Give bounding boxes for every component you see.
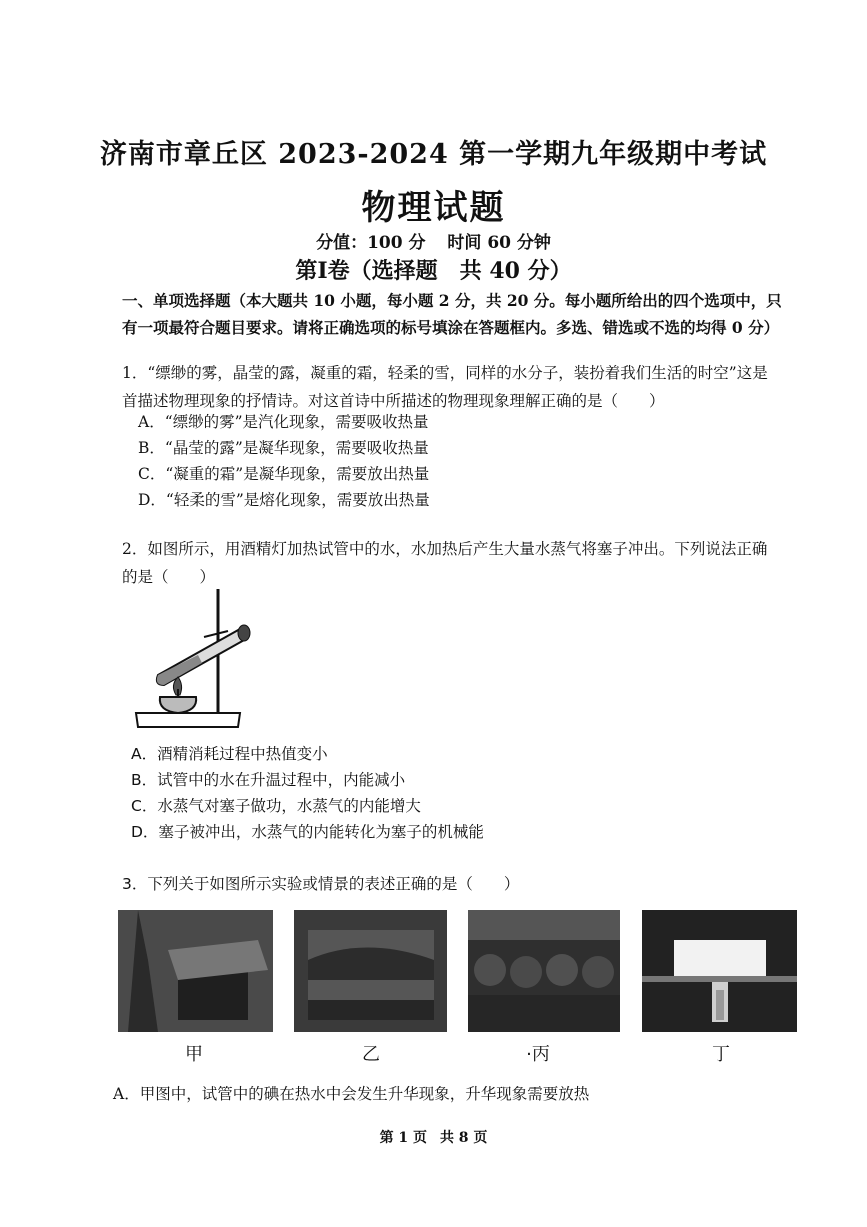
page-total: 共 8 页 bbox=[439, 1130, 488, 1146]
q3-option-a: A．甲图中，试管中的碘在热水中会发生升华现象，升华现象需要放热 bbox=[113, 1085, 590, 1103]
time-info: 时间 60 分钟 bbox=[447, 233, 551, 253]
exam-meta bbox=[0, 228, 867, 253]
q1-option-b: B．“晶莹的露”是凝华现象，需要吸收热量 bbox=[138, 439, 429, 457]
alcohol-lamp-apparatus-figure bbox=[128, 585, 258, 737]
figure-yi-photo bbox=[294, 910, 447, 1032]
figure-jia-photo bbox=[118, 910, 273, 1032]
page-number: 第 1 页 bbox=[379, 1130, 428, 1146]
caption-jia: 甲 bbox=[185, 1044, 203, 1065]
exam-title: 济南市章丘区 2023-2024 第一学期九年级期中考试 bbox=[99, 139, 768, 170]
question-2-stem: 2．如图所示，用酒精灯加热试管中的水，水加热后产生大量水蒸气将塞子冲出。下列说法正确的是（ ） bbox=[122, 540, 768, 586]
score-info: 分值：100 分 bbox=[316, 233, 426, 253]
question-2-options bbox=[131, 741, 484, 845]
q2-option-b: B．试管中的水在升温过程中，内能减小 bbox=[131, 771, 406, 789]
caption-ding: 丁 bbox=[712, 1044, 730, 1065]
q1-option-c: C．“凝重的霜”是凝华现象，需要放出热量 bbox=[138, 465, 430, 483]
volume-heading: 第Ⅰ卷（选择题 共 40 分） bbox=[295, 258, 572, 284]
subject-title: 物理试题 bbox=[361, 188, 506, 228]
figure-ding-photo bbox=[642, 910, 797, 1032]
question-1-stem: 1．“缥缈的雾，晶莹的露，凝重的霜，轻柔的雪，同样的水分子，装扮着我们生活的时空”这是首描述物理现象的抒情诗。对这首诗中所描述的物理现象理解正确的是（ ） bbox=[122, 364, 768, 410]
q1-option-a: A．“缥缈的雾”是汽化现象，需要吸收热量 bbox=[138, 413, 429, 431]
page-footer bbox=[0, 1127, 867, 1147]
question-3-figures bbox=[118, 910, 798, 1035]
q1-option-d: D．“轻柔的雪”是熔化现象，需要放出热量 bbox=[138, 491, 430, 509]
question-3-stem: 3．下列关于如图所示实验或情景的表述正确的是（ ） bbox=[122, 875, 520, 893]
q2-option-d: D．塞子被冲出，水蒸气的内能转化为塞子的机械能 bbox=[131, 823, 484, 841]
section-instructions: 一、单项选择题（本大题共 10 小题，每小题 2 分，共 20 分。每小题所给出的四个选项中，只有一项最符合题目要求。请将正确选项的标号填涂在答题框内。多选、错选或不选的均得 0 分） bbox=[122, 291, 782, 337]
question-1-options bbox=[138, 409, 430, 513]
caption-bing: ·丙 bbox=[526, 1044, 550, 1065]
q2-option-a: A．酒精消耗过程中热值变小 bbox=[131, 745, 328, 763]
figure-bing-photo bbox=[468, 910, 620, 1032]
caption-yi: 乙 bbox=[362, 1044, 380, 1065]
q2-option-c: C．水蒸气对塞子做功，水蒸气的内能增大 bbox=[131, 797, 421, 815]
